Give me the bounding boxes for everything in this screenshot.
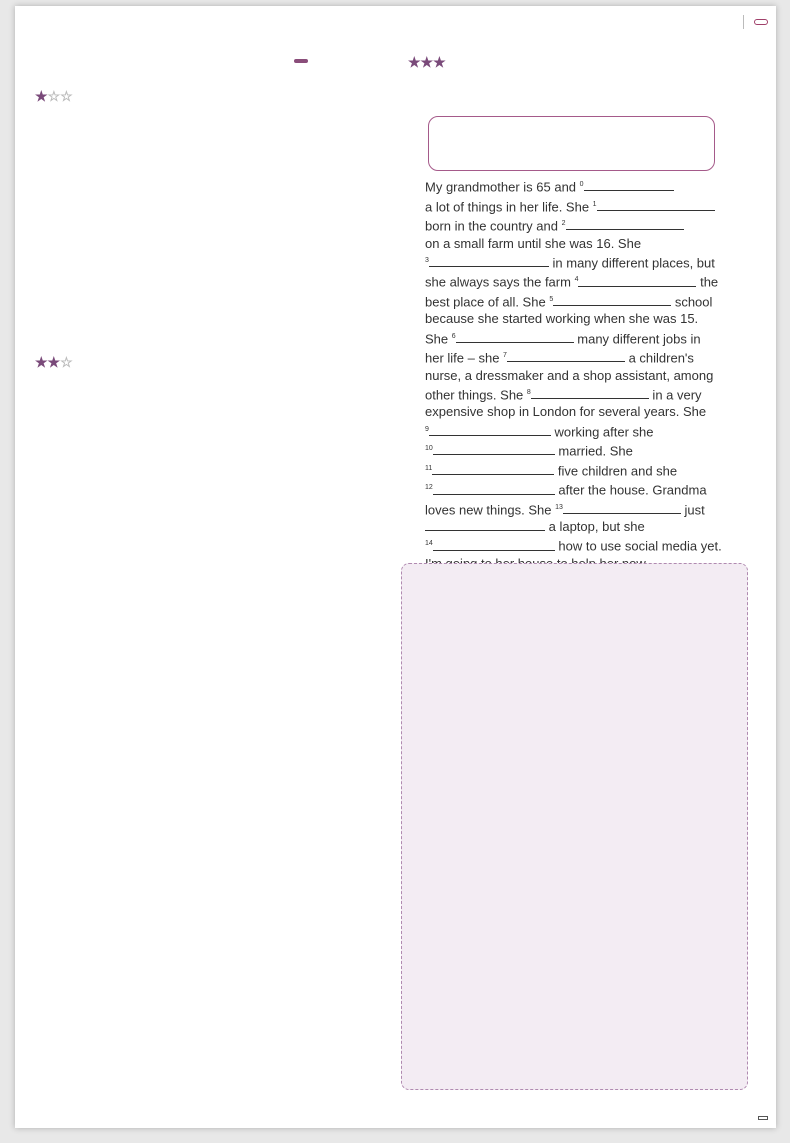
star-empty-icon: ☆☆ bbox=[47, 88, 73, 104]
gap-13b[interactable] bbox=[425, 530, 545, 531]
gap-13[interactable] bbox=[563, 513, 681, 514]
gap-14[interactable] bbox=[433, 550, 555, 551]
gap-2[interactable] bbox=[566, 229, 684, 230]
gap-5[interactable] bbox=[553, 305, 671, 306]
example-answer[interactable] bbox=[584, 190, 674, 191]
gap-7[interactable] bbox=[507, 361, 625, 362]
gap-3[interactable] bbox=[429, 266, 549, 267]
unit-badge bbox=[754, 19, 768, 25]
word-list-box bbox=[428, 116, 715, 171]
gap-6[interactable] bbox=[456, 342, 574, 343]
sb-reference-badge bbox=[294, 59, 308, 63]
ex4-heading bbox=[27, 88, 73, 107]
gap-4[interactable] bbox=[578, 286, 696, 287]
gap-9[interactable] bbox=[429, 435, 551, 436]
get-it-right-box bbox=[401, 563, 748, 1090]
star-icon: ★ bbox=[35, 88, 48, 104]
gap-1[interactable] bbox=[597, 210, 715, 211]
star-icon: ★★★ bbox=[408, 54, 446, 70]
page-header bbox=[733, 15, 768, 29]
header-divider bbox=[743, 15, 744, 29]
gap-12[interactable] bbox=[433, 494, 555, 495]
gap-8[interactable] bbox=[531, 398, 649, 399]
gap-11[interactable] bbox=[432, 474, 554, 475]
page-number bbox=[758, 1116, 768, 1120]
star-icon: ★★ bbox=[35, 354, 61, 370]
workbook-page bbox=[15, 6, 776, 1128]
ex6-text: My grandmother is 65 and $^0$ a lot of things in her life. She $^1$ born in the country and $^2$ on a small farm until she was 16. She $^3$ in many different places, but she always says the farm $^4$ the best place of all. She $^5$ school because she started working when she was 15. She $^6$ many different jobs in her life – she $^7$ a children's nurse, a dressmaker and a shop assistant, among other things. She $^8$ in a very expensive shop in London for several years. She $^9$ working after she $^{10}$ married. She $^{11}$ five children and she $^{12}$ after the house. Grandma loves new things. She $^{13}$ just a laptop, but she $^{14}$ how to use social media yet. bbox=[425, 179, 722, 554]
star-empty-icon: ☆ bbox=[60, 354, 73, 370]
gap-10[interactable] bbox=[433, 454, 555, 455]
ex5-heading bbox=[27, 354, 73, 407]
ex6-heading bbox=[400, 54, 446, 107]
